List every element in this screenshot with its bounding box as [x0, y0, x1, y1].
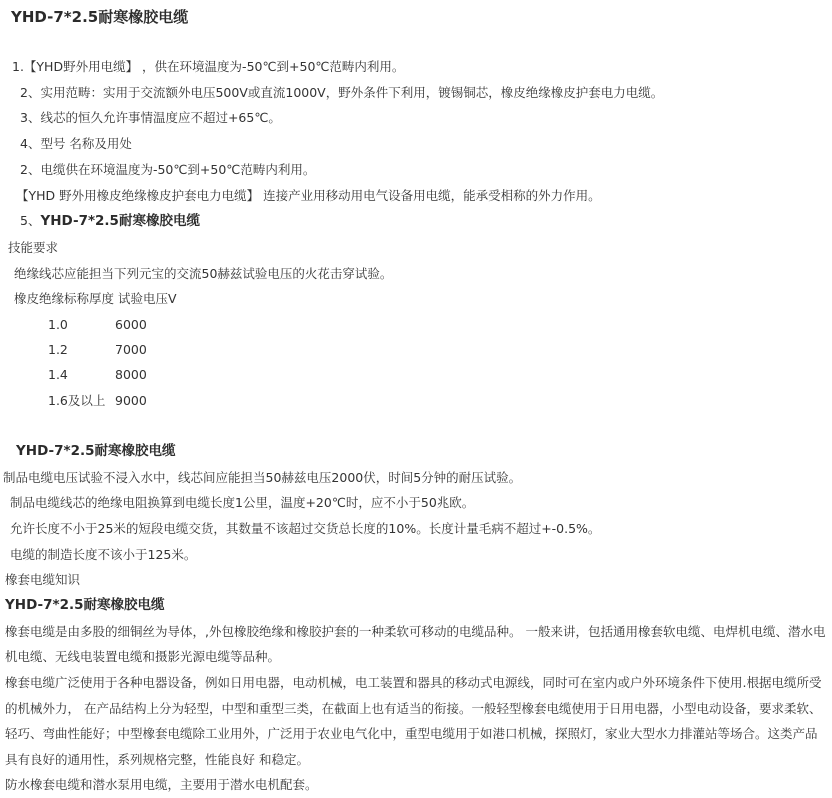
section5-heading — [0, 208, 832, 235]
tech-requirements-heading: 技能要求 — [8, 239, 59, 255]
voltage-table — [0, 312, 832, 413]
intro-item-2: 2、实用范畴：实用于交流额外电压500V或直流1000V，野外条件下利用，镀锡铜芯，橡皮绝缘橡皮护套电力电缆。 — [20, 84, 664, 100]
table-cell-voltage: 9000 — [115, 392, 147, 408]
table-row — [48, 337, 832, 362]
table-cell-thickness: 1.0 — [48, 317, 68, 333]
intro-item-6: 【YHD 野外用橡皮绝缘橡皮护套电力电缆】 连接产业用移动用电气设备用电缆，能承受相称的外力作用。 — [16, 187, 601, 203]
test-paragraph-4: 电缆的制造长度不该小于125米。 — [10, 546, 197, 562]
table-row — [48, 312, 832, 337]
page-title: YHD-7*2.5耐寒橡胶电缆 — [11, 8, 189, 26]
test-section-heading: YHD-7*2.5耐寒橡胶电缆 — [16, 442, 176, 459]
table-cell-thickness: 1.4 — [48, 367, 68, 383]
knowledge-paragraph-1: 橡套电缆是由多股的细铜丝为导体，,外包橡胶绝缘和橡胶护套的一种柔软可移动的电缆品种。 一般来讲，包括通用橡套软电缆、电焊机电缆、潜水电机电缆、无线电装置电缆和摄影光源电缆等品种。 — [5, 623, 826, 665]
voltage-table-caption: 橡皮绝缘标称厚度 试验电压V — [14, 291, 177, 307]
section-divider-space — [0, 413, 832, 439]
tech-requirement-line: 绝缘线芯应能担当下列元宝的交流50赫兹试验电压的火花击穿试验。 — [14, 265, 393, 281]
test-paragraph-1: 制品电缆电压试验不浸入水中，线芯间应能担当50赫兹电压2000伏，时间5分钟的耐压试验。 — [3, 469, 522, 485]
test-section-body — [0, 465, 832, 568]
table-cell-thickness: 1.6及以上 — [48, 392, 106, 408]
intro-item-3: 3、线芯的恒久允许事情温度应不超过+65℃。 — [20, 110, 281, 126]
section5-title: YHD-7*2.5耐寒橡胶电缆 — [40, 213, 200, 230]
table-cell-voltage: 6000 — [115, 317, 147, 333]
test-paragraph-3: 允许长度不小于25米的短段电缆交货，其数量不该超过交货总长度的10%。长度计量毛病不超过+-0.5%。 — [10, 520, 601, 536]
table-cell-voltage: 7000 — [115, 342, 147, 358]
intro-item-4: 4、型号 名称及用处 — [20, 136, 132, 152]
intro-list — [0, 54, 832, 208]
table-cell-thickness: 1.2 — [48, 342, 68, 358]
test-paragraph-2: 制品电缆线芯的绝缘电阻换算到电缆长度1公里，温度+20℃时，应不小于50兆欧。 — [10, 495, 475, 511]
intro-item-1: 1.【YHD野外用电缆】 ，供在环境温度为-50℃到+50℃范畴内利用。 — [12, 59, 405, 74]
knowledge-paragraph-3: 防水橡套电缆和潜水泵用电缆，主要用于潜水电机配套。 — [5, 777, 318, 793]
intro-item-5: 2、电缆供在环境温度为-50℃到+50℃范畴内利用。 — [20, 161, 316, 177]
section5-number: 5、 — [20, 213, 41, 229]
table-row — [48, 388, 832, 413]
table-cell-voltage: 8000 — [115, 367, 147, 383]
knowledge-paragraph-2: 橡套电缆广泛使用于各种电器设备，例如日用电器，电动机械，电工装置和器具的移动式电源线，同时可在室内或户外环境条件下使用.根据电缆所受的机械外力， 在产品结构上分为轻型，中型和重型三类，在截面上也有适当的衔接。一般轻型橡套电缆使用于日用电器，小型电动设备，要求柔软、轻巧、弯曲性能好；中型橡套电缆除工业用外，广泛用于农业电气化中，重型电缆用于如港口机械，探照灯，家业大型水力排灌站等场合。这类产品具有良好的通用性，系列规格完整，性能良好 和稳定。 — [5, 674, 822, 767]
knowledge-section-heading: YHD-7*2.5耐寒橡胶电缆 — [5, 597, 165, 614]
knowledge-label: 橡套电缆知识 — [5, 572, 81, 588]
table-row — [48, 362, 832, 387]
knowledge-section-body — [0, 619, 832, 798]
